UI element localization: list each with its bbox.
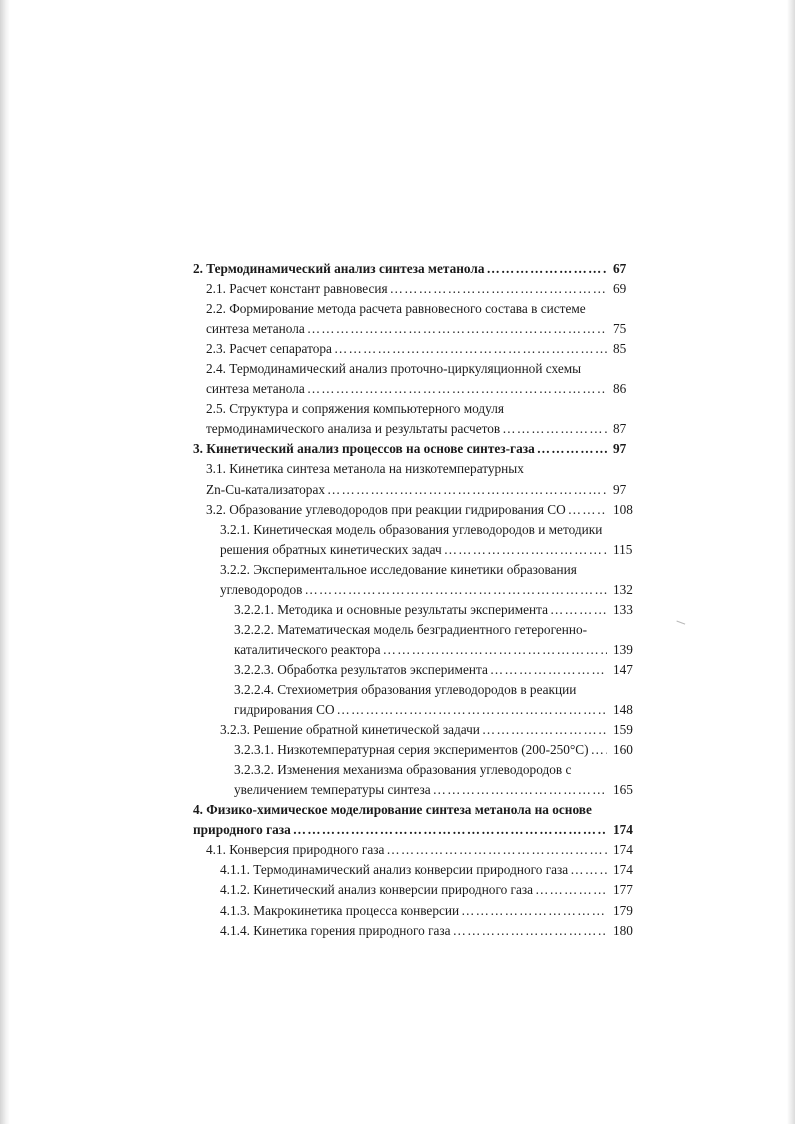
toc-entry-title: 2. Термодинамический анализ синтеза метанола xyxy=(193,261,485,276)
toc-page-number: 67 xyxy=(613,261,627,276)
toc-entry-continued xyxy=(193,399,633,419)
toc-entry-title: Zn-Cu-катализаторах xyxy=(206,481,325,497)
toc-entry-title: 4.1.1. Термодинамический анализ конверсии природного газа xyxy=(220,862,569,878)
toc-entry xyxy=(193,840,633,860)
toc-entry xyxy=(193,580,633,600)
toc-entry xyxy=(193,540,633,560)
toc-entry xyxy=(193,880,633,900)
toc-entry xyxy=(193,820,633,840)
toc-entry-title: 3.2.3. Решение обратной кинетической задачи xyxy=(220,722,480,738)
toc-entry-continued xyxy=(193,459,633,479)
toc-page-number: 180 xyxy=(613,922,633,938)
toc-entry-title: 3.2.2.3. Обработка результатов эксперимента xyxy=(234,661,488,677)
toc-entry-title: 3.2.3.2. Изменения механизма образования углеводородов с xyxy=(234,762,572,778)
dot-leader xyxy=(307,379,607,399)
toc-page-number: 160 xyxy=(613,742,633,758)
toc-entry-continued xyxy=(193,620,633,640)
toc-page-number: 177 xyxy=(613,882,633,898)
toc-entry-title: 3.2.2. Экспериментальное исследование кинетики образования xyxy=(220,561,577,577)
dot-leader xyxy=(390,279,607,299)
toc-page-number: 148 xyxy=(613,702,633,718)
dot-leader xyxy=(502,419,607,439)
toc-page-number: 174 xyxy=(613,862,633,878)
toc-entry-continued xyxy=(193,520,633,540)
toc-entry-continued xyxy=(193,560,633,580)
toc-entry-title: 4.1. Конверсия природного газа xyxy=(206,842,385,858)
toc-entry xyxy=(193,740,633,760)
toc-entry-title: 2.3. Расчет сепаратора xyxy=(206,341,332,357)
toc-page-number: 75 xyxy=(613,321,627,337)
toc-entry-title: 3.2.1. Кинетическая модель образования углеводородов и методики xyxy=(220,521,603,537)
toc-entry-continued xyxy=(193,680,633,700)
toc-page-number: 86 xyxy=(613,381,627,397)
table-of-contents xyxy=(193,259,633,941)
dot-leader xyxy=(433,780,607,800)
toc-entry xyxy=(193,780,633,800)
dot-leader xyxy=(570,860,607,880)
dot-leader xyxy=(293,820,607,840)
toc-page-number: 165 xyxy=(613,782,633,798)
toc-page-number: 139 xyxy=(613,641,633,657)
toc-entry-title: решения обратных кинетических задач xyxy=(220,541,442,557)
toc-entry-title: термодинамического анализа и результаты расчетов xyxy=(206,421,501,437)
toc-entry xyxy=(193,439,633,459)
toc-entry-title: 2.5. Структура и сопряжения компьютерного модуля xyxy=(206,401,504,417)
toc-entry-title: каталитического реактора xyxy=(234,641,381,657)
toc-entry-continued xyxy=(193,359,633,379)
toc-page-number: 85 xyxy=(613,341,627,357)
dot-leader xyxy=(337,700,607,720)
toc-entry xyxy=(193,319,633,339)
toc-entry-title: 3.1. Кинетика синтеза метанола на низкотемпературных xyxy=(206,461,524,477)
toc-page-number: 174 xyxy=(613,842,633,858)
dot-leader xyxy=(568,500,607,520)
toc-entry xyxy=(193,379,633,399)
dot-leader xyxy=(482,720,607,740)
dot-leader xyxy=(591,740,607,760)
toc-entry xyxy=(193,259,633,279)
dot-leader xyxy=(550,600,607,620)
dot-leader xyxy=(307,319,607,339)
toc-entry xyxy=(193,720,633,740)
toc-entry-title: увеличением температуры синтеза xyxy=(234,782,431,798)
toc-page-number: 133 xyxy=(613,601,633,617)
toc-entry-title: 4.1.2. Кинетический анализ конверсии природного газа xyxy=(220,882,534,898)
toc-page-number: 115 xyxy=(613,541,633,557)
toc-entry-continued xyxy=(193,800,633,820)
scan-left-edge-shadow xyxy=(0,0,10,1124)
toc-entry-title: 2.1. Расчет констант равновесия xyxy=(206,281,388,297)
toc-entry-title: природного газа xyxy=(193,822,291,838)
dot-leader xyxy=(537,439,607,459)
toc-entry-continued xyxy=(193,299,633,319)
toc-entry xyxy=(193,921,633,941)
toc-entry-title: 3.2. Образование углеводородов при реакции гидрирования СО xyxy=(206,501,566,517)
toc-entry-title: 3.2.2.2. Математическая модель безградиентного гетерогенно- xyxy=(234,621,588,637)
toc-entry-title: гидрирования СО xyxy=(234,702,335,718)
dot-leader xyxy=(490,660,607,680)
toc-entry-title: 3. Кинетический анализ процессов на основе синтез-газа xyxy=(193,441,535,457)
toc-entry-title: 3.2.2.1. Методика и основные результаты эксперимента xyxy=(234,601,549,617)
toc-entry xyxy=(193,500,633,520)
toc-entry-continued xyxy=(193,760,633,780)
dot-leader xyxy=(383,640,607,660)
scan-speck xyxy=(676,621,685,627)
toc-entry xyxy=(193,640,633,660)
toc-entry-title: 4.1.3. Макрокинетика процесса конверсии xyxy=(220,902,460,918)
toc-page-number: 108 xyxy=(613,501,633,517)
dot-leader xyxy=(461,901,607,921)
dot-leader xyxy=(486,259,607,279)
dot-leader xyxy=(453,921,607,941)
dot-leader xyxy=(386,840,607,860)
toc-page-number: 69 xyxy=(613,281,627,297)
toc-entry-title: синтеза метанола xyxy=(206,381,305,397)
toc-entry-title: 2.4. Термодинамический анализ проточно-циркуляционной схемы xyxy=(206,361,582,377)
scan-right-edge-shadow xyxy=(787,0,795,1124)
toc-entry-title: 3.2.3.1. Низкотемпературная серия экспериментов (200-250°С) xyxy=(234,742,589,758)
toc-entry xyxy=(193,860,633,880)
toc-entry-title: синтеза метанола xyxy=(206,321,305,337)
toc-page-number: 97 xyxy=(613,481,627,497)
toc-entry-title: 4. Физико-химическое моделирование синтеза метанола на основе xyxy=(193,802,592,818)
toc-entry xyxy=(193,660,633,680)
toc-entry-title: 2.2. Формирование метода расчета равновесного состава в системе xyxy=(206,301,586,317)
dot-leader xyxy=(327,480,607,500)
toc-page-number: 132 xyxy=(613,581,633,597)
toc-page-number: 97 xyxy=(613,441,627,457)
dot-leader xyxy=(444,540,607,560)
toc-entry-title: 3.2.2.4. Стехиометрия образования углеводородов в реакции xyxy=(234,681,577,697)
dot-leader xyxy=(535,880,607,900)
toc-entry xyxy=(193,419,633,439)
toc-entry xyxy=(193,901,633,921)
toc-page-number: 87 xyxy=(613,421,627,437)
toc-page-number: 159 xyxy=(613,722,633,738)
toc-entry-title: углеводородов xyxy=(220,581,303,597)
toc-page-number: 174 xyxy=(613,822,633,838)
toc-page-number: 147 xyxy=(613,661,633,677)
toc-page-number: 179 xyxy=(613,902,633,918)
toc-entry xyxy=(193,279,633,299)
toc-entry xyxy=(193,339,633,359)
toc-entry xyxy=(193,700,633,720)
dot-leader xyxy=(304,580,607,600)
toc-entry-title: 4.1.4. Кинетика горения природного газа xyxy=(220,922,451,938)
toc-entry xyxy=(193,480,633,500)
dot-leader xyxy=(334,339,607,359)
toc-entry xyxy=(193,600,633,620)
